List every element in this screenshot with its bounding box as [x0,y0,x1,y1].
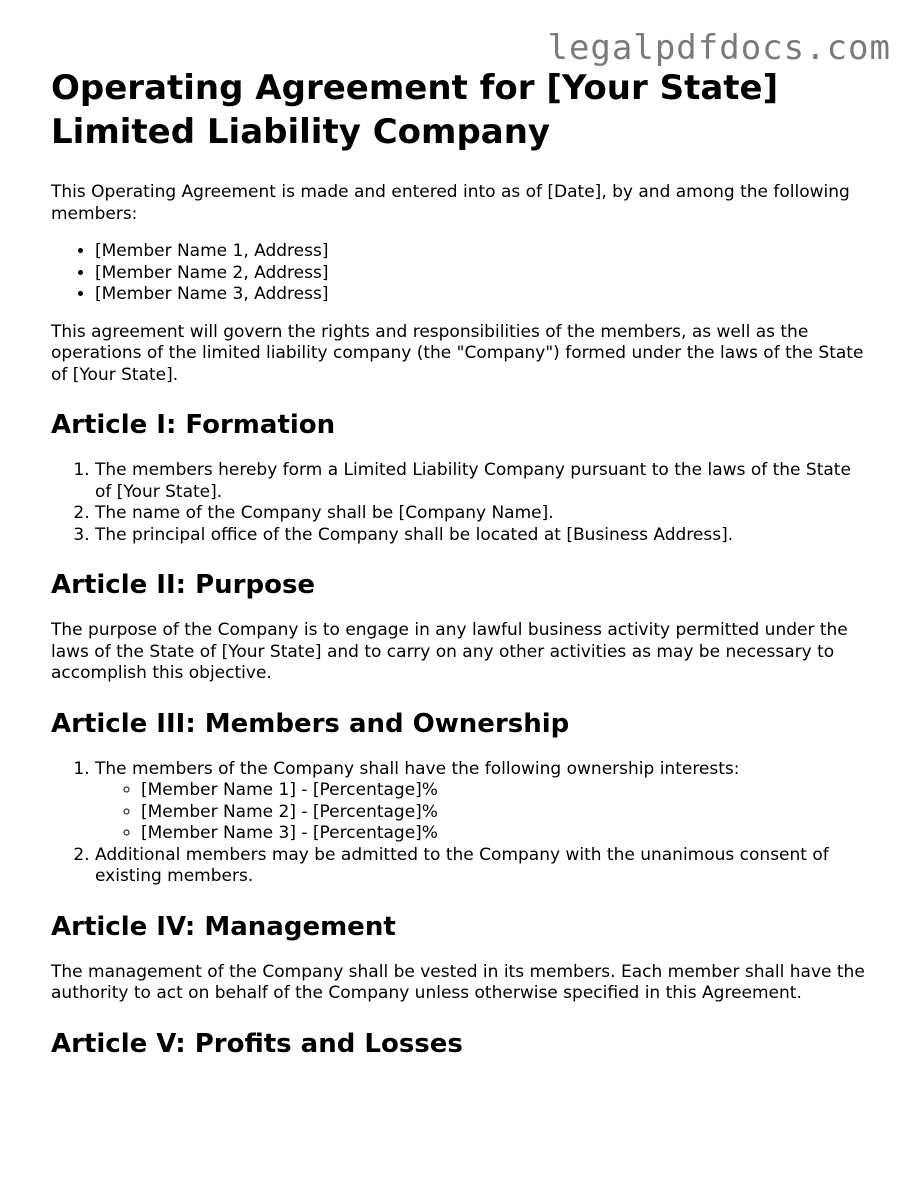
article-3-item-text: The members of the Company shall have the following ownership interests: [95,758,740,779]
article-5-heading: Article V: Profits and Losses [51,1028,463,1059]
article-4-heading: Article IV: Management [51,911,396,942]
ownership-item: ◦ [Member Name 2] - [Percentage]% [141,802,871,824]
article-4-text: The management of the Company shall be vested in its members. Each member shall have the authority to act on behalf of the Company unless otherwise specified in this Agreement. [51,961,865,1003]
document-title: Operating Agreement for [Your State] Limited Liability Company [51,68,779,152]
watermark: legalpdfdocs.com [547,28,891,68]
article-2-heading: Article II: Purpose [51,570,316,600]
document-page [51,66,871,1061]
article-3-item: 2. Additional members may be admitted to the Company with the unanimous consent of existing members. [95,845,871,888]
article-3-item [95,759,871,845]
intro-paragraph: This Operating Agreement is made and entered into as of [Date], by and among the following members: [51,182,850,224]
article-3-heading: Article III: Members and Ownership [51,708,570,739]
ownership-list [95,780,871,845]
ownership-item: ◦ [Member Name 3] - [Percentage]% [141,823,871,845]
member-item: • [Member Name 3, Address] [95,284,871,306]
article-1-item: 3. The principal office of the Company shall be located at [Business Address]. [95,525,871,547]
article-1-item: 2. The name of the Company shall be [Company Name]. [95,503,871,525]
article-1-list [51,460,871,546]
member-item: • [Member Name 2, Address] [95,263,871,285]
article-2-text: The purpose of the Company is to engage in any lawful business activity permitted under the laws of the State of [Your State] and to carry on any other activities as may be necessary to accomplish this objective. [51,620,848,683]
governance-paragraph: This agreement will govern the rights and responsibilities of the members, as well as the operations of the limited liability company (the "Company") formed under the laws of the State of [Your State]. [51,321,864,385]
article-1-heading: Article I: Formation [51,410,336,440]
article-3-list [51,759,871,888]
member-item: • [Member Name 1, Address] [95,241,871,263]
member-list [51,241,871,306]
ownership-item: ◦ [Member Name 1] - [Percentage]% [141,780,871,802]
article-1-item: 1. The members hereby form a Limited Liability Company pursuant to the laws of the State of [Your State]. [95,460,871,503]
